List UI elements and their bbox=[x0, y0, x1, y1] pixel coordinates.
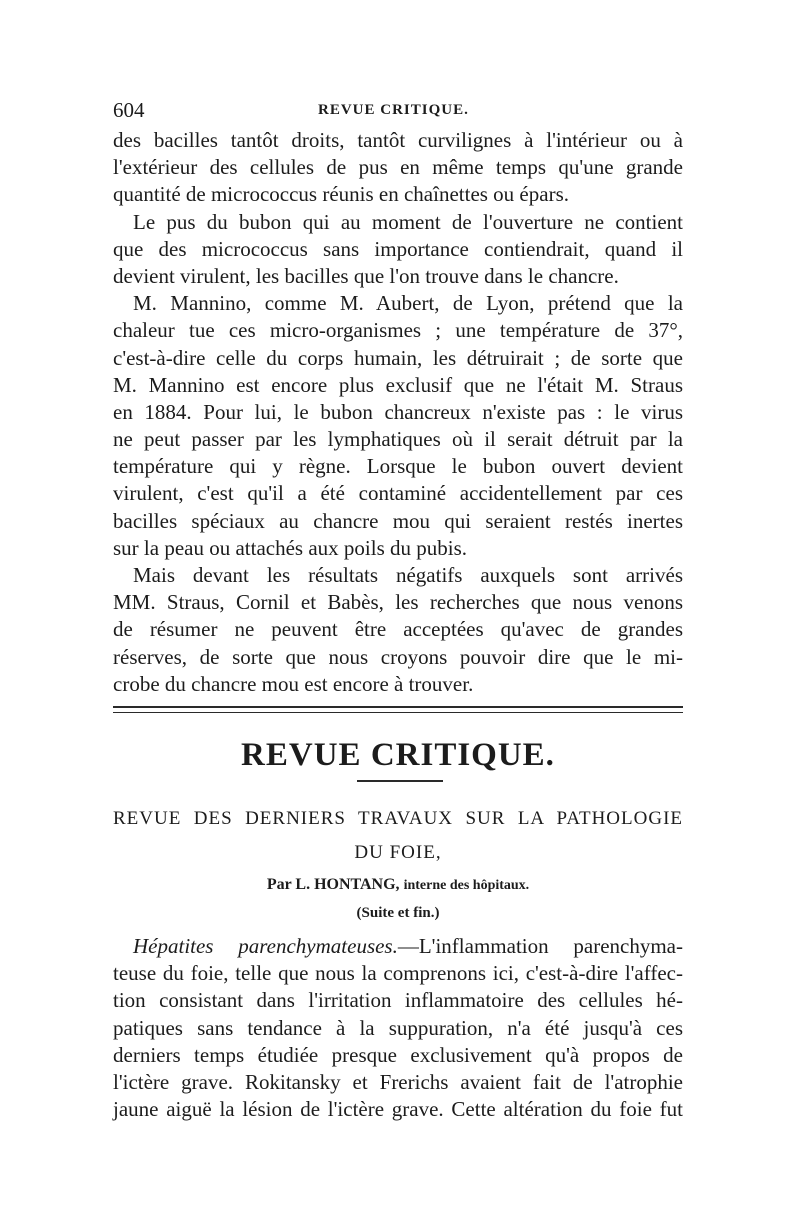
byline bbox=[113, 876, 683, 894]
text-line: de résumer ne peuvent être acceptées qu'avec de grandes bbox=[113, 617, 683, 642]
text-line: c'est-à-dire celle du corps humain, les détruirait ; de sorte que bbox=[113, 345, 683, 370]
byline-author: Par L. HONTANG, bbox=[266, 876, 400, 893]
running-head bbox=[113, 98, 683, 128]
running-title: REVUE CRITIQUE. bbox=[318, 102, 469, 118]
text-line: température qui y règne. Lorsque le bubon ouvert devient bbox=[113, 454, 683, 479]
text-line-lead bbox=[113, 933, 683, 960]
text-line: Le pus du bubon qui au moment de l'ouverture ne contient bbox=[133, 209, 683, 234]
text-line: Mais devant les résultats négatifs auxquels sont arrivés bbox=[133, 563, 683, 587]
text-line: en 1884. Pour lui, le bubon chancreux n'existe pas : le virus bbox=[113, 399, 683, 424]
subsection-heading: Hépatites parenchymateuses. bbox=[133, 934, 398, 958]
text-line: des bacilles tantôt droits, tantôt curvilignes à l'intérieur ou à bbox=[113, 128, 683, 152]
text-line: l'extérieur des cellules de pus en même temps qu'une grande bbox=[113, 155, 683, 180]
text-line: que des micrococcus sans importance contiendrait, quand il bbox=[113, 236, 683, 261]
article-title-line-2: DU FOIE, bbox=[354, 842, 442, 863]
text-line: sur la peau ou attachés aux poils du pubis. bbox=[113, 535, 468, 560]
text-line: M. Mannino est encore plus exclusif que ne l'était M. Straus bbox=[113, 372, 683, 397]
text-line: patiques sans tendance à la suppuration, n'a été jusqu'à ces bbox=[113, 1015, 683, 1040]
text-line: jaune aiguë la lésion de l'ictère grave. Cette altération du foie fut bbox=[113, 1097, 683, 1122]
article-body bbox=[113, 933, 683, 1123]
page-number: 604 bbox=[113, 98, 145, 122]
byline-role: interne des hôpitaux. bbox=[403, 878, 530, 893]
title-underline bbox=[357, 780, 443, 782]
section-title: REVUE CRITIQUE. bbox=[241, 737, 555, 773]
text-line: bacilles spéciaux au chancre mou qui seraient restés inertes bbox=[113, 508, 683, 533]
text-line: crobe du chancre mou est encore à trouver. bbox=[113, 671, 474, 696]
section-divider bbox=[113, 706, 683, 713]
text-line: virulent, c'est qu'il a été contaminé accidentellement par ces bbox=[113, 481, 683, 506]
article-title-line-1: REVUE DES DERNIERS TRAVAUX SUR LA PATHOLOGIE bbox=[113, 808, 683, 829]
previous-article-text bbox=[113, 127, 683, 698]
text-line: ne peut passer par les lymphatiques où il serait détruit par la bbox=[113, 427, 683, 452]
text-line: quantité de micrococcus réunis en chaînettes ou épars. bbox=[113, 182, 569, 207]
text-line: devient virulent, les bacilles que l'on trouve dans le chancre. bbox=[113, 263, 619, 288]
text-line: l'ictère grave. Rokitansky et Frerichs avaient fait de l'atrophie bbox=[113, 1069, 683, 1094]
text-line: chaleur tue ces micro-organismes ; une température de 37°, bbox=[113, 318, 683, 343]
text-line: réserves, de sorte que nous croyons pouvoir dire que le mi- bbox=[113, 644, 683, 669]
text-line: derniers temps étudiée presque exclusivement qu'à propos de bbox=[113, 1042, 683, 1067]
text-line: M. Mannino, comme M. Aubert, de Lyon, prétend que la bbox=[133, 291, 683, 316]
text-line: tion consistant dans l'irritation inflammatoire des cellules hé- bbox=[113, 988, 683, 1013]
continued-note: (Suite et fin.) bbox=[356, 905, 440, 921]
text-line: teuse du foie, telle que nous la comprenons ici, c'est-à-dire l'affec- bbox=[113, 961, 683, 986]
lead-text: —L'inflammation parenchyma- bbox=[397, 934, 683, 958]
text-line: MM. Straus, Cornil et Babès, les recherches que nous venons bbox=[113, 590, 683, 615]
